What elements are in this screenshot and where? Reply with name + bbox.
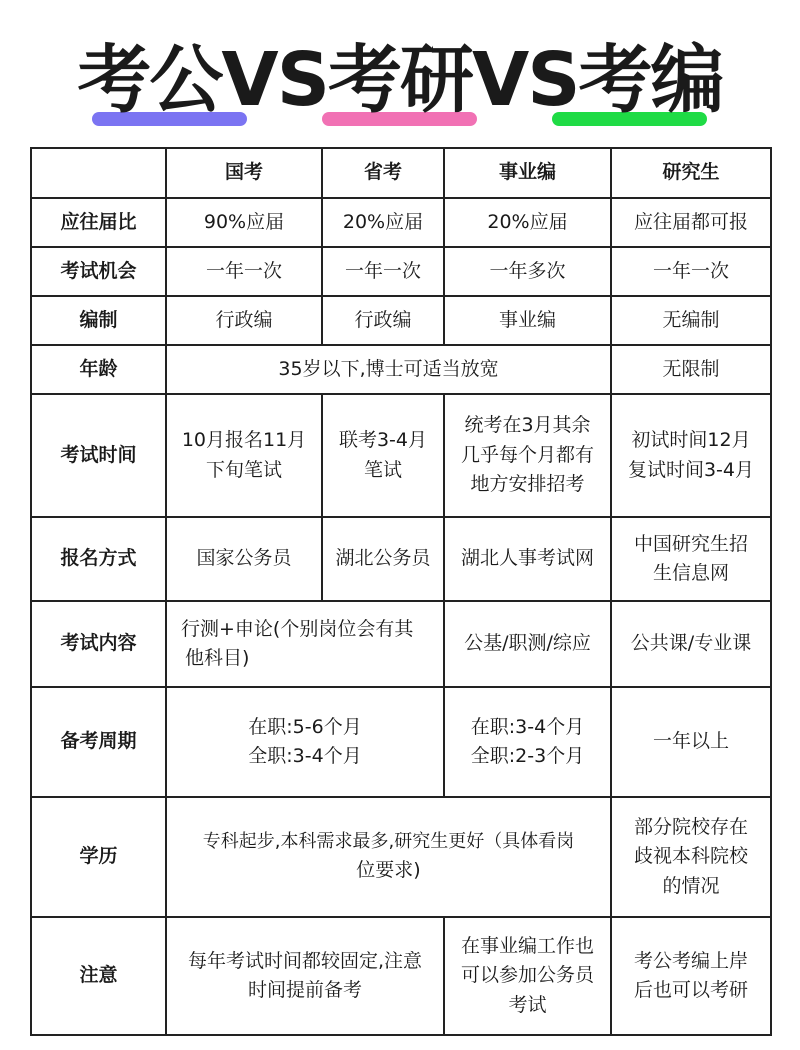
page-title: 考公VS考研VS考编 xyxy=(77,37,723,123)
table-cell: 专科起步,本科需求最多,研究生更好（具体看岗 位要求) xyxy=(166,797,611,917)
row-label-chances: 考试机会 xyxy=(31,247,166,296)
table-cell: 湖北公务员 xyxy=(322,517,444,601)
row-label-age: 年龄 xyxy=(31,345,166,394)
corner-cell xyxy=(31,148,166,198)
table-row xyxy=(31,917,771,1035)
table-cell: 初试时间12月 复试时间3-4月 xyxy=(611,394,771,517)
table-cell: 无编制 xyxy=(611,296,771,345)
column-header-yanjiusheng: 研究生 xyxy=(611,148,771,198)
column-header-guokao: 国考 xyxy=(166,148,322,198)
table-cell: 公共课/专业课 xyxy=(611,601,771,687)
table-row xyxy=(31,601,771,687)
table-cell: 20%应届 xyxy=(322,198,444,247)
table-cell: 10月报名11月 下旬笔试 xyxy=(166,394,322,517)
table-cell: 考公考编上岸 后也可以考研 xyxy=(611,917,771,1035)
table-cell: 行政编 xyxy=(322,296,444,345)
table-row xyxy=(31,345,771,394)
table-cell: 35岁以下,博士可适当放宽 xyxy=(166,345,611,394)
table-row xyxy=(31,296,771,345)
table-cell: 中国研究生招 生信息网 xyxy=(611,517,771,601)
table-cell: 一年一次 xyxy=(322,247,444,296)
table-cell: 国家公务员 xyxy=(166,517,322,601)
table-cell: 部分院校存在 歧视本科院校 的情况 xyxy=(611,797,771,917)
comparison-table xyxy=(30,147,772,1036)
table-cell: 统考在3月其余 几乎每个月都有 地方安排招考 xyxy=(444,394,611,517)
row-label-ratio: 应往届比 xyxy=(31,198,166,247)
column-header-shiyebian: 事业编 xyxy=(444,148,611,198)
row-label-education: 学历 xyxy=(31,797,166,917)
row-label-notes: 注意 xyxy=(31,917,166,1035)
table-cell: 无限制 xyxy=(611,345,771,394)
table-cell: 每年考试时间都较固定,注意 时间提前备考 xyxy=(166,917,444,1035)
table-row xyxy=(31,517,771,601)
table-row xyxy=(31,247,771,296)
row-label-bianzhi: 编制 xyxy=(31,296,166,345)
table-cell: 在事业编工作也 可以参加公务员 考试 xyxy=(444,917,611,1035)
title-area xyxy=(0,30,800,140)
table-cell: 湖北人事考试网 xyxy=(444,517,611,601)
table-cell: 90%应届 xyxy=(166,198,322,247)
table-row xyxy=(31,797,771,917)
row-label-registration: 报名方式 xyxy=(31,517,166,601)
table-cell: 行政编 xyxy=(166,296,322,345)
table-cell: 一年一次 xyxy=(611,247,771,296)
table-cell: 应往届都可报 xyxy=(611,198,771,247)
table-row xyxy=(31,198,771,247)
table-cell: 联考3-4月 笔试 xyxy=(322,394,444,517)
table-cell: 在职:3-4个月 全职:2-3个月 xyxy=(444,687,611,797)
table-cell: 一年多次 xyxy=(444,247,611,296)
table-row xyxy=(31,687,771,797)
table-cell: 事业编 xyxy=(444,296,611,345)
table-cell: 一年以上 xyxy=(611,687,771,797)
column-header-shengkao: 省考 xyxy=(322,148,444,198)
table-cell: 在职:5-6个月 全职:3-4个月 xyxy=(166,687,444,797)
table-cell: 行测+申论(个别岗位会有其 他科目) xyxy=(166,601,444,687)
row-label-exam-time: 考试时间 xyxy=(31,394,166,517)
table-row xyxy=(31,394,771,517)
row-label-content: 考试内容 xyxy=(31,601,166,687)
header-row xyxy=(31,148,771,198)
table-cell: 20%应届 xyxy=(444,198,611,247)
table-cell: 一年一次 xyxy=(166,247,322,296)
table-cell: 公基/职测/综应 xyxy=(444,601,611,687)
row-label-prep-period: 备考周期 xyxy=(31,687,166,797)
